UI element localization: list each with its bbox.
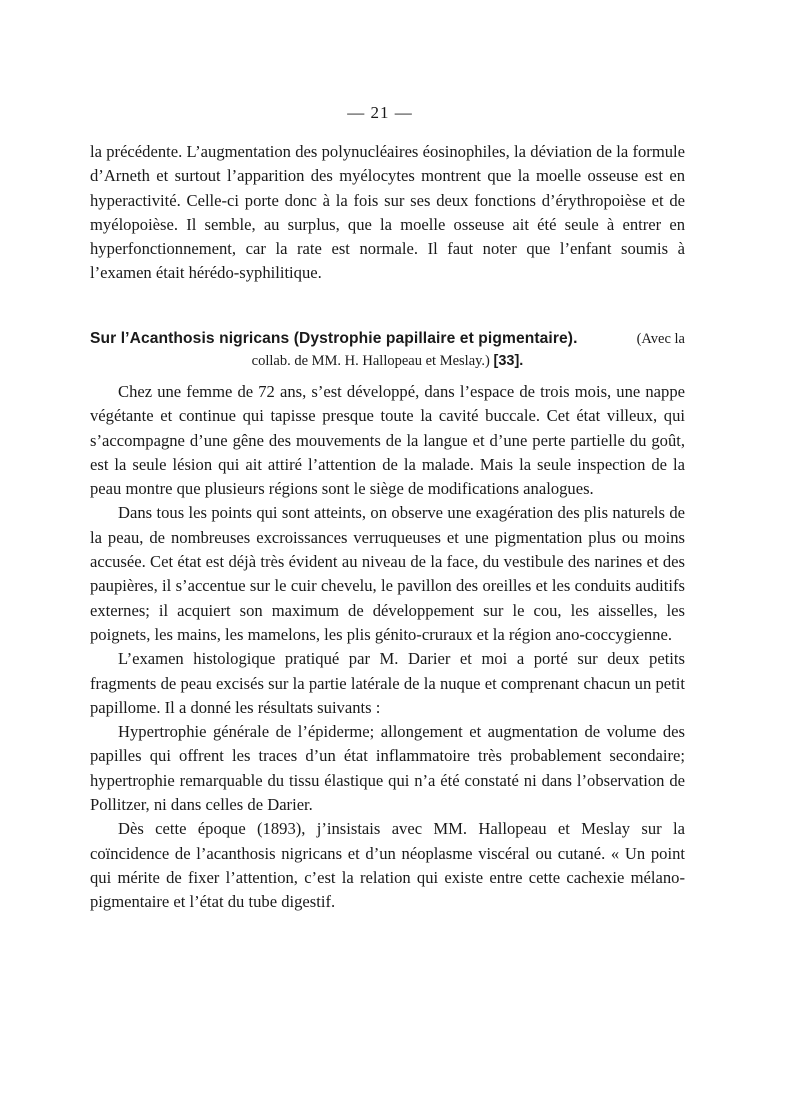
section-note-start: (Avec la [636, 331, 685, 347]
section-title: Sur l’Acanthosis nigricans (Dystrophie papillaire et pigmentaire). [90, 330, 578, 347]
body-paragraph: Hypertrophie générale de l’épiderme; allongement et augmentation de volume des papilles qui offrent les traces d’un état inflammatoire très probablement secondaire; hypertrophie remarquable du tissu élastique qui n’a été constaté ni dans l’observation de Pollitzer, ni dans celles de Darier. [90, 722, 685, 815]
section-reference: [33]. [493, 353, 524, 369]
section-heading-line-1 [90, 328, 685, 350]
section-heading [90, 328, 685, 372]
body-paragraph: Chez une femme de 72 ans, s’est développé, dans l’espace de trois mois, une nappe végétante et continue qui tapisse presque toute la cavité buccale. Cet état villeux, qui s’accompagne d’une gêne des mouvements de la langue et d’une perte partielle du goût, est la seule lésion qui ait attiré l’attention de la malade. Mais la seule inspection de la peau montre que plusieurs régions sont le siège de modifications analogues. [90, 382, 685, 499]
intro-paragraph: la précédente. L’augmentation des polynucléaires éosinophiles, la déviation de la formule d’Arneth et surtout l’apparition des myélocytes montrent que la moelle osseuse est en hyperactivité. Celle-ci porte donc à la fois sur ses deux fonctions d’érythropoièse et de myélopoièse. Il semble, au surplus, que la moelle osseuse ait été seule à entrer en hyperfonctionnement, car la rate est normale. Il faut noter que l’enfant soumis à l’examen était hérédo-syphilitique. [90, 142, 685, 283]
intro-paragraph-block [90, 140, 685, 286]
body-paragraph: Dans tous les points qui sont atteints, on observe une exagération des plis naturels de la peau, de nombreuses excroissances verruqueuses et une pigmentation plus ou moins accusée. Cet état est déjà très évident au niveau de la face, du vestibule des narines et des paupières, il s’accentue sur le cuir chevelu, le pavillon des oreilles et les conduits auditifs externes; il acquiert son maximum de développement sur le cou, les aisselles, les poignets, les mains, les mamelons, les plis génito-cruraux et la région ano-coccygienne. [90, 503, 685, 644]
section-note-end: collab. de MM. H. Hallopeau et Meslay.) [251, 353, 490, 369]
body-paragraph: L’examen histologique pratiqué par M. Darier et moi a porté sur deux petits fragments de peau excisés sur la partie latérale de la nuque et comprenant chacun un petit papillome. Il a donné les résultats suivants : [90, 649, 685, 717]
section-body [90, 380, 685, 915]
section-heading-line-2 [90, 350, 685, 372]
page-number: — 21 — [347, 103, 413, 122]
body-paragraph: Dès cette époque (1893), j’insistais avec MM. Hallopeau et Meslay sur la coïncidence de l’acanthosis nigricans et d’un néoplasme viscéral ou cutané. « Un point qui mérite de fixer l’attention, c’est la relation qui existe entre cette cachexie mélano-pigmentaire et l’état du tube digestif. [90, 819, 685, 912]
